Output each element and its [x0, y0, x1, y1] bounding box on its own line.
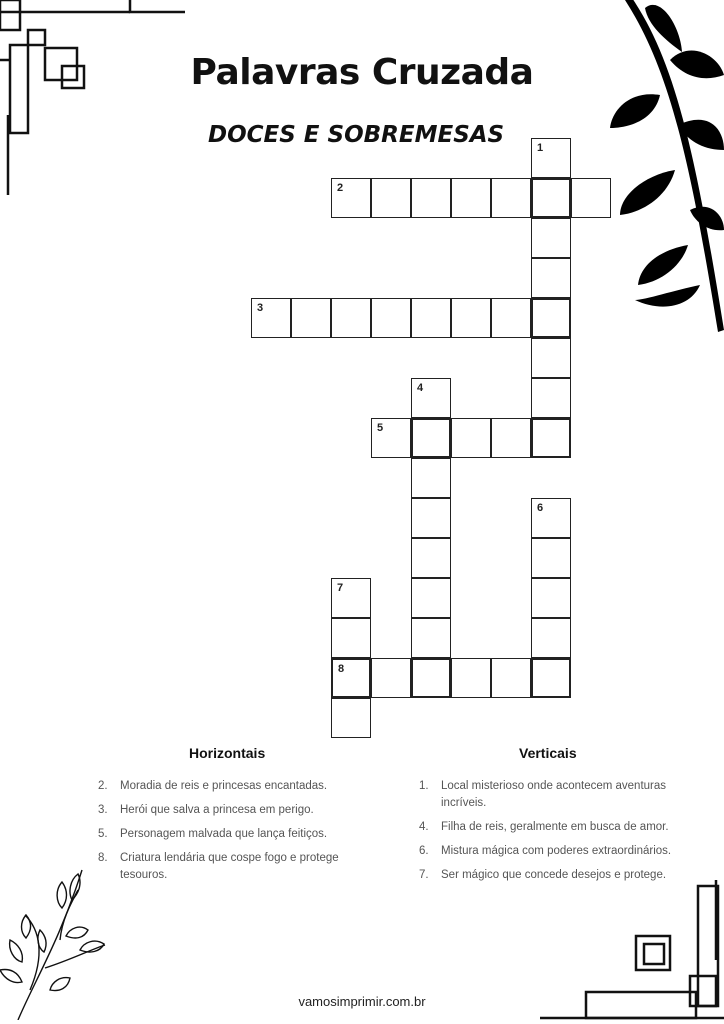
crossword-cell[interactable]: [491, 658, 531, 698]
clue-text: Personagem malvada que lança feitiços.: [120, 828, 328, 840]
crossword-cell[interactable]: [531, 338, 571, 378]
crossword-cell[interactable]: [411, 458, 451, 498]
crossword-cell[interactable]: [411, 618, 451, 658]
crossword-cell[interactable]: [451, 658, 491, 698]
across-clue-list: [98, 778, 368, 891]
clue-text: Filha de reis, geralmente em busca de amor.: [441, 821, 669, 833]
crossword-cell[interactable]: [531, 618, 571, 658]
crossword-cell[interactable]: [371, 178, 411, 218]
clue-number: 2.: [98, 780, 108, 792]
clue-across-2: [98, 778, 368, 795]
cell-number: 1: [537, 142, 544, 154]
footer-site: vamosimprimir.com.br: [298, 994, 426, 1009]
crossword-cell[interactable]: [451, 298, 491, 338]
crossword-cell[interactable]: [531, 178, 571, 218]
crossword-cell[interactable]: [331, 698, 371, 738]
crossword-cell[interactable]: [531, 578, 571, 618]
clue-down-1: [419, 778, 691, 812]
crossword-cell[interactable]: [371, 298, 411, 338]
clue-text: Mistura mágica com poderes extraordinários.: [441, 845, 672, 857]
crossword-cell[interactable]: [331, 298, 371, 338]
crossword-cell[interactable]: [331, 178, 371, 218]
crossword-cell[interactable]: [411, 578, 451, 618]
crossword-cell[interactable]: [411, 418, 451, 458]
clue-across-8: [98, 850, 368, 884]
clue-down-4: [419, 819, 691, 836]
clue-text: Moradia de reis e princesas encantadas.: [120, 780, 328, 792]
clue-number: 8.: [98, 852, 108, 864]
clue-text: Ser mágico que concede desejos e protege.: [441, 869, 667, 881]
crossword-cell[interactable]: [411, 658, 451, 698]
page-title: Palavras Cruzada: [190, 52, 534, 93]
page-subtitle: DOCES E SOBREMESAS: [208, 122, 505, 148]
crossword-cell[interactable]: [291, 298, 331, 338]
cell-number: 4: [417, 382, 424, 394]
crossword-cell[interactable]: [371, 418, 411, 458]
cell-number: 7: [337, 582, 344, 594]
crossword-cell[interactable]: [531, 538, 571, 578]
cell-number: 5: [377, 422, 384, 434]
clue-down-7: [419, 867, 691, 884]
across-heading: Horizontais: [189, 745, 266, 761]
cell-number: 2: [337, 182, 344, 194]
clue-number: 5.: [98, 828, 108, 840]
clue-number: 1.: [419, 780, 429, 792]
crossword-cell[interactable]: [451, 178, 491, 218]
clue-text: Criatura lendária que cospe fogo e protege tesouros.: [120, 852, 339, 881]
crossword-cell[interactable]: [571, 178, 611, 218]
crossword-cell[interactable]: [531, 498, 571, 538]
crossword-cell[interactable]: [451, 418, 491, 458]
crossword-cell[interactable]: [411, 378, 451, 418]
crossword-cell[interactable]: [491, 178, 531, 218]
crossword-cell[interactable]: [411, 538, 451, 578]
crossword-cell[interactable]: [531, 418, 571, 458]
crossword-cell[interactable]: [251, 298, 291, 338]
cell-number: 8: [338, 663, 345, 675]
clue-number: 6.: [419, 845, 429, 857]
crossword-cell[interactable]: [531, 298, 571, 338]
clue-number: 4.: [419, 821, 429, 833]
crossword-cell[interactable]: [491, 298, 531, 338]
crossword-cell[interactable]: [491, 418, 531, 458]
down-clue-list: [419, 778, 691, 891]
crossword-cell[interactable]: [411, 178, 451, 218]
clue-across-3: [98, 802, 368, 819]
crossword-cell[interactable]: [531, 378, 571, 418]
corner-squares-icon: [0, 0, 190, 195]
cell-number: 6: [537, 502, 544, 514]
crossword-cell[interactable]: [371, 658, 411, 698]
crossword-cell[interactable]: [531, 658, 571, 698]
clue-down-6: [419, 843, 691, 860]
crossword-cell[interactable]: [331, 658, 371, 698]
clue-text: Herói que salva a princesa em perigo.: [120, 804, 314, 816]
leaf-branch-icon: [600, 0, 724, 340]
clue-across-5: [98, 826, 368, 843]
crossword-cell[interactable]: [531, 258, 571, 298]
crossword-cell[interactable]: [331, 578, 371, 618]
cell-number: 3: [257, 302, 264, 314]
crossword-cell[interactable]: [331, 618, 371, 658]
crossword-cell[interactable]: [531, 218, 571, 258]
crossword-cell[interactable]: [411, 298, 451, 338]
crossword-cell[interactable]: [531, 138, 571, 178]
clue-text: Local misterioso onde acontecem aventuras incríveis.: [441, 780, 667, 809]
crossword-cell[interactable]: [411, 498, 451, 538]
clue-number: 3.: [98, 804, 108, 816]
down-heading: Verticais: [519, 745, 577, 761]
clue-number: 7.: [419, 869, 429, 881]
